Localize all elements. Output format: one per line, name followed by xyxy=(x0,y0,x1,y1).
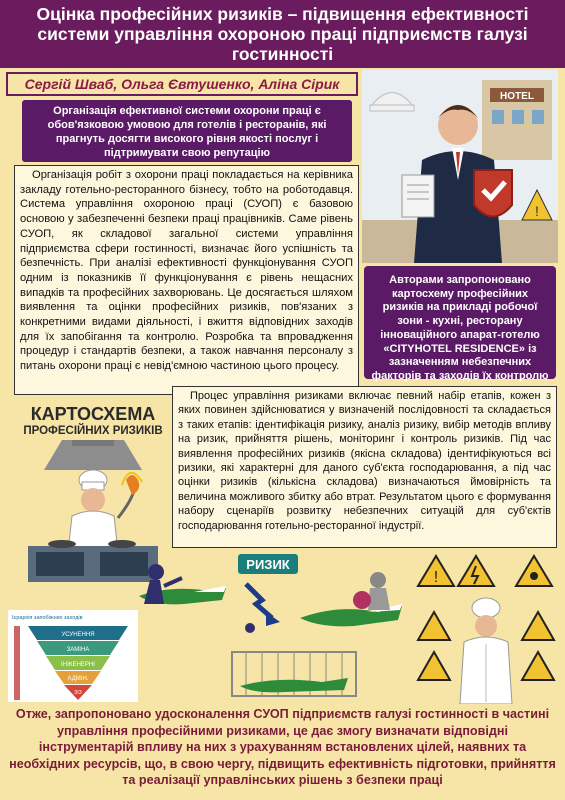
pyramid-title: Ієрархія запобіжних заходів xyxy=(12,615,83,621)
safety-signs-chef-illustration xyxy=(414,552,557,704)
authors-line: Сергій Шваб, Ольга Євтушенко, Аліна Сірик xyxy=(6,72,358,96)
svg-text:!: ! xyxy=(433,569,439,586)
crocodile-cage-illustration xyxy=(226,640,366,702)
pyramid-level-5: ЗІЗ xyxy=(74,690,82,696)
hotel-sign-text: HOTEL xyxy=(500,91,534,102)
pyramid-level-2: ЗАМІНА xyxy=(66,647,90,653)
main-text-block: Організація робіт з охорони праці покладається на керівника закладу готельно-ресторанного бізнесу, тобто на роботодавця. Система управління охороною праці (СУОП) є базовою основою у забезпеченні безпеки праці працівників. Саме рівень СУОП, як складової загальної системи управління підприємства сфери гостинності, визначає його успішність та безпечність. При аналізі ефективності функціонування СУОП одним із показників її функціонування є рівень нещасних випадків та професійних захворювань. Це досягається шляхом виявлення та оцінки професійних ризиків, пов'язаних з конкретними видами діяльності, і вжиття відповідних заходів для їх запобігання та контролю. Розробка та впровадження процедур і стандартів безпеки, а також навчання персоналу з питань охорони праці є невід'ємною частиною цього процесу. xyxy=(14,165,359,395)
pyramid-level-4: АДМІН. xyxy=(67,676,89,682)
risk-map-title: КАРТОСХЕМА xyxy=(30,404,156,424)
intro-callout: Організація ефективної системи охорони праці є обов'язковою умовою для готелів і ресторанів, які прагнуть досягти високого рівня якості послуг і підтримувати свою репутацію xyxy=(22,100,352,162)
process-text-block: Процес управління ризиками включає певний набір етапів, кожен з яких повинен здійснюватися у визначеній послідовності та складається з таких етапів: ідентифікація ризику, аналіз ризику, вибір методів впливу на ризик, прийняття рішень, моніторинг і контроль ризиків. Під час виявлення професійних ризиків (якісна складова) ідентифікуються всі ризики, які характерні для даного суб'єкта господарювання, а під час оцінки ризиків (кількісна складова) визначаються ймовірність та величина можливого збитку або втрат. Результатом цього є формування набору сценаріїв розвитку небезпечних ситуацій для суб'єктів господарювання готельно-ресторанної індустрії. xyxy=(172,386,557,548)
crocodile-risk-illustration-left xyxy=(134,556,230,618)
risk-sign-text: РИЗИК xyxy=(246,557,290,572)
conclusion-text: Отже, запропоновано удосконалення СУОП підприємств галузі гостинності в частині управління професійними ризиками, це дає змогу визначати відповідні інструментарій впливу на них з урахуванням встановлених цілей, наявних та необхідних ресурсів, що, в свою чергу, підвищить ефективність підготовки, прийняття та реалізації управлінських рішень з безпеки праці xyxy=(9,707,556,788)
risk-map-subtitle: ПРОФЕСІЙНИХ РИЗИКІВ xyxy=(23,425,163,437)
author-proposal-callout: Авторами запропоновано картосхему професійних ризиків на прикладі робочої зони - кухні, ресторану інноваційного апарат-готелю «CITYHOTEL RESIDENCE» із зазначенням небезпечних факторів та заходів їх контролю xyxy=(364,266,556,379)
poster-title: Оцінка професійних ризиків – підвищення ефективності системи управління охороною праці підприємств галузі гостинності xyxy=(0,0,565,68)
risk-map-heading xyxy=(18,404,168,438)
control-hierarchy-pyramid xyxy=(8,610,138,702)
pyramid-level-1: УСУНЕННЯ xyxy=(61,632,95,638)
manager-shield-illustration xyxy=(362,70,558,263)
risk-sign-illustration xyxy=(236,552,300,636)
pyramid-level-3: ІНЖЕНЕРНІ xyxy=(61,662,95,668)
svg-text:!: ! xyxy=(535,203,539,219)
crocodile-knight-illustration xyxy=(298,568,414,640)
